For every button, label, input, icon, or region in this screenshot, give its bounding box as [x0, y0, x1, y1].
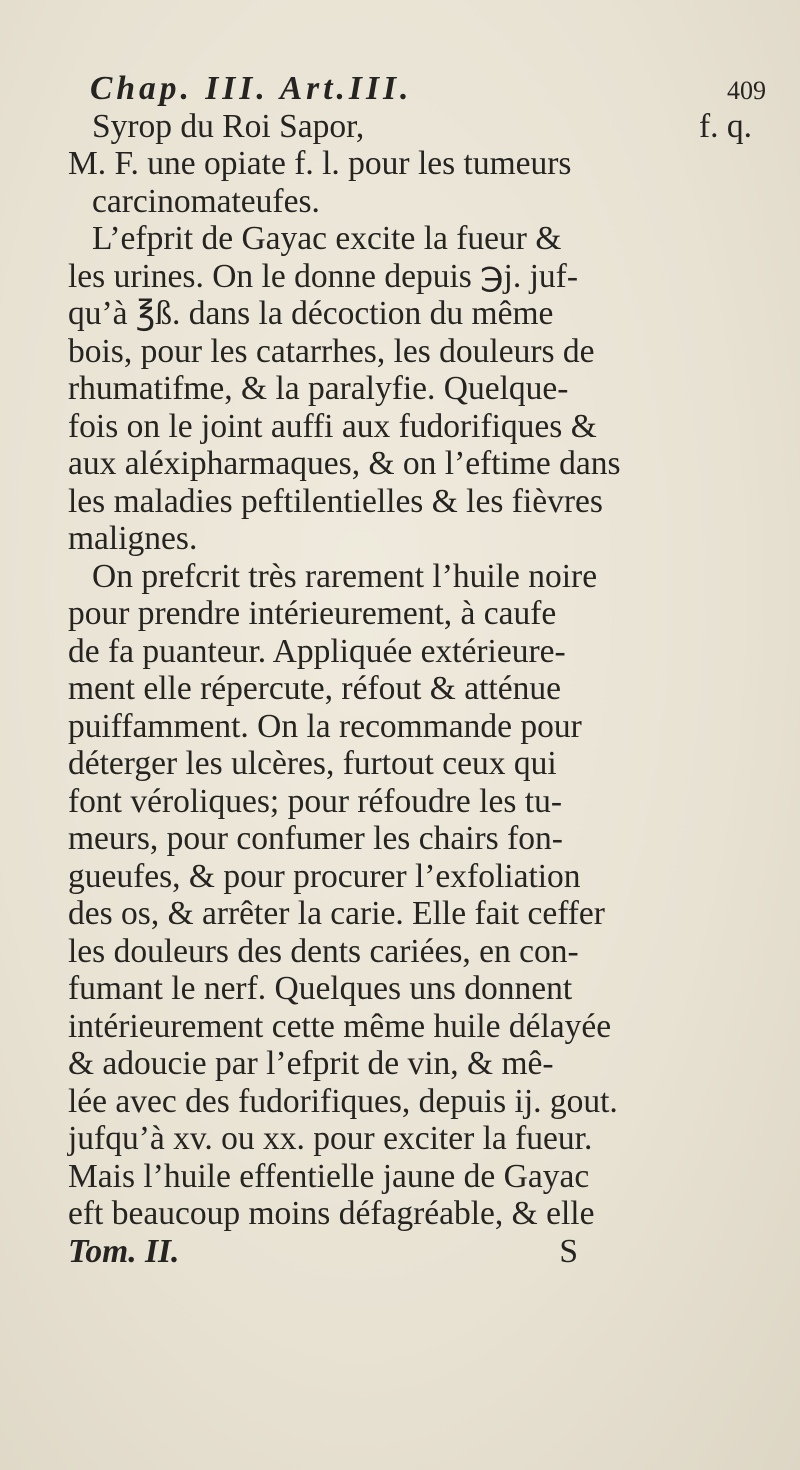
text-line: carcinomateufes.	[92, 182, 320, 220]
text-line: & adoucie par l’efprit de vin, & mê-	[68, 1045, 554, 1082]
text-line: puiffamment. On la recommande pour	[68, 707, 582, 745]
text-line: qu’à ℥ß. dans la décoction du même	[68, 295, 554, 332]
dosage-abbrev: f. q.	[698, 107, 752, 145]
page-footer	[68, 1233, 768, 1271]
volume-label: Tom. II.	[68, 1232, 180, 1270]
signature-mark: S	[559, 1232, 578, 1270]
text-line: fois on le joint auffi aux fudorifiques &	[68, 407, 597, 445]
text-line: meurs, pour confumer les chairs fon-	[68, 820, 563, 857]
text-line: Syrop du Roi Sapor, f. q.	[92, 107, 752, 145]
text-line: déterger les ulcères, furtout ceux qui	[68, 745, 557, 782]
paragraph-start-line: L’efprit de Gayac excite la fueur &	[92, 220, 562, 257]
paragraph-start-line: On prefcrit très rarement l’huile noire	[92, 557, 598, 595]
text-line: les maladies peftilentielles & les fièvres	[68, 482, 603, 520]
running-title: Chap. III. Art.III.	[90, 70, 413, 107]
text-line: ment elle répercute, réfout & atténue	[68, 670, 561, 707]
text-line: des os, & arrêter la carie. Elle fait ceffer	[68, 895, 605, 932]
text-line: intérieurement cette même huile délayée	[68, 1007, 612, 1045]
text-line: les douleurs des dents cariées, en con-	[68, 932, 579, 970]
text-line: aux aléxipharmaques, & on l’eftime dans	[68, 445, 621, 482]
text-line: lée avec des fudorifiques, depuis ij. gout.	[68, 1082, 618, 1120]
text-line: les urines. On le donne depuis ℈j. juf-	[68, 257, 578, 295]
text-line: jufqu’à xv. ou xx. pour exciter la fueur.	[68, 1120, 593, 1157]
running-header	[68, 70, 768, 108]
text-line: Mais l’huile effentielle jaune de Gayac	[68, 1157, 590, 1195]
text-line: de fa puanteur. Appliquée extérieure-	[68, 632, 566, 670]
text-line: font véroliques; pour réfoudre les tu-	[68, 782, 562, 820]
text-line: rhumatifme, & la paralyfie. Quelque-	[68, 370, 569, 407]
page-number: 409	[727, 76, 766, 105]
text-line: bois, pour les catarrhes, les douleurs de	[68, 332, 595, 370]
text-line: pour prendre intérieurement, à caufe	[68, 595, 557, 632]
text-line: malignes.	[68, 520, 198, 557]
text-line: M. F. une opiate f. l. pour les tumeurs	[68, 145, 572, 182]
page-text	[68, 70, 768, 1270]
text-line: eft beaucoup moins défagréable, & elle	[68, 1195, 595, 1232]
text-line: gueufes, & pour procurer l’exfoliation	[68, 857, 581, 895]
text-line: fumant le nerf. Quelques uns donnent	[68, 970, 573, 1007]
